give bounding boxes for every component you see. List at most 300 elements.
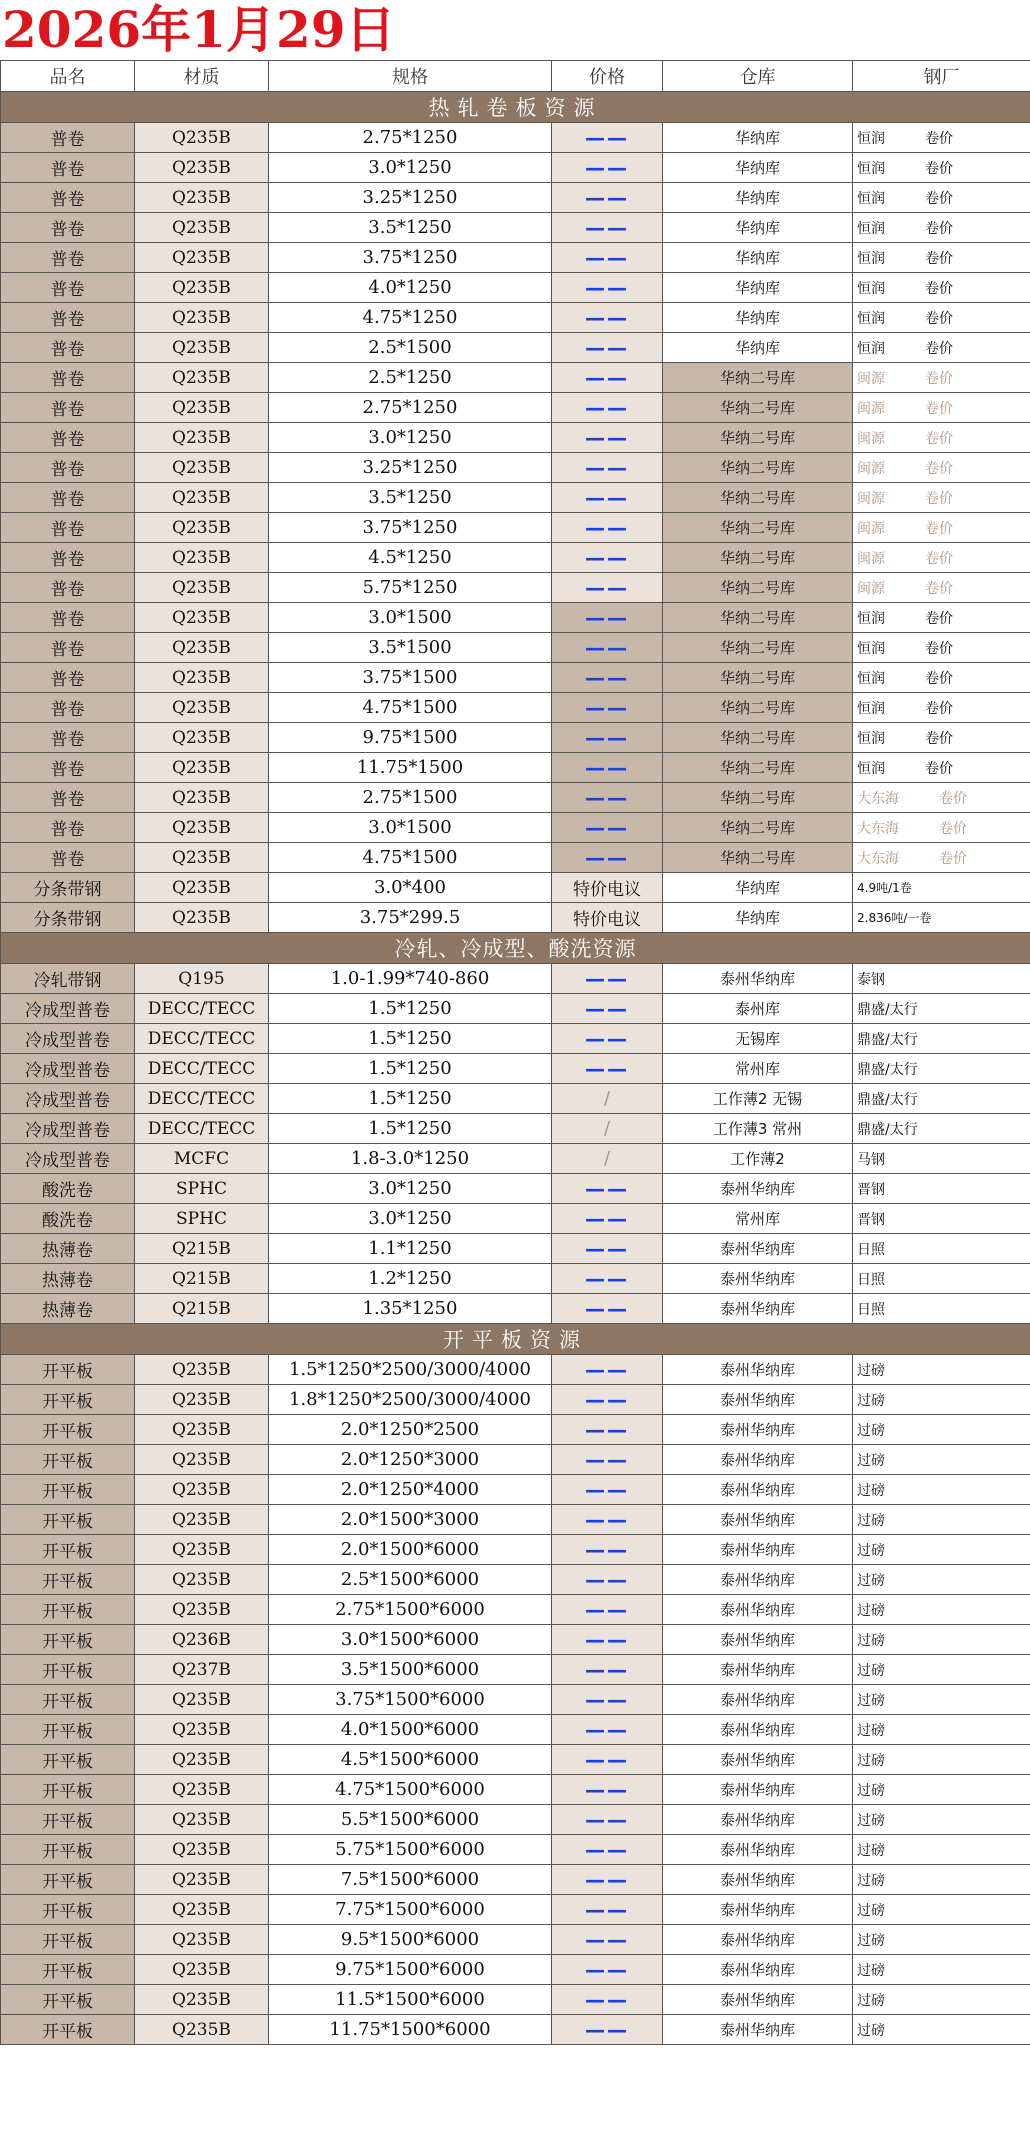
warehouse-cell: 泰州华纳库 xyxy=(663,1925,853,1955)
product-name-cell: 开平板 xyxy=(1,1385,135,1415)
material-cell: Q235B xyxy=(135,453,269,483)
warehouse-cell: 华纳库 xyxy=(663,273,853,303)
product-name-cell: 普卷 xyxy=(1,153,135,183)
price-value: —— xyxy=(585,665,629,690)
price-value: —— xyxy=(585,1957,629,1982)
price-type-label: 卷价 xyxy=(939,790,967,807)
mill-cell xyxy=(853,663,1030,693)
price-value: —— xyxy=(585,1176,629,1201)
product-name-cell: 开平板 xyxy=(1,1415,135,1445)
mill-cell xyxy=(853,213,1030,243)
material-cell: Q235B xyxy=(135,213,269,243)
mill-name: 大东海 xyxy=(857,790,899,807)
table-row xyxy=(1,1054,1030,1084)
price-value: —— xyxy=(585,1597,629,1622)
mill-name: 恒润 xyxy=(857,760,885,777)
page-title: 2026年1月29日 xyxy=(2,0,396,59)
table-row xyxy=(1,393,1030,423)
mill-cell xyxy=(853,1985,1030,2015)
mill-cell xyxy=(853,994,1030,1024)
price-value: —— xyxy=(585,575,629,600)
table-row xyxy=(1,303,1030,333)
product-name-cell: 普卷 xyxy=(1,243,135,273)
price-cell xyxy=(552,363,663,393)
mill-cell xyxy=(853,964,1030,994)
price-cell xyxy=(552,1985,663,2015)
mill-cell xyxy=(853,693,1030,723)
table-row xyxy=(1,1144,1030,1174)
table-row xyxy=(1,273,1030,303)
table-row xyxy=(1,1565,1030,1595)
table-row xyxy=(1,1445,1030,1475)
price-value: —— xyxy=(585,425,629,450)
material-cell: Q235B xyxy=(135,1985,269,2015)
mill-cell xyxy=(853,873,1030,903)
header-material: 材质 xyxy=(135,61,269,92)
spec-cell: 3.75*1500 xyxy=(269,663,552,693)
warehouse-cell: 泰州华纳库 xyxy=(663,964,853,994)
spec-cell: 2.5*1250 xyxy=(269,363,552,393)
material-cell: Q215B xyxy=(135,1294,269,1324)
price-cell xyxy=(552,1505,663,1535)
spec-cell: 1.5*1250*2500/3000/4000 xyxy=(269,1355,552,1385)
table-row xyxy=(1,723,1030,753)
table-row xyxy=(1,1385,1030,1415)
price-type-label: 卷价 xyxy=(925,610,953,627)
warehouse-cell: 泰州华纳库 xyxy=(663,1685,853,1715)
spec-cell: 2.75*1500 xyxy=(269,783,552,813)
product-name-cell: 普卷 xyxy=(1,543,135,573)
mill-cell xyxy=(853,1625,1030,1655)
product-name-cell: 普卷 xyxy=(1,333,135,363)
table-row xyxy=(1,423,1030,453)
material-cell: Q235B xyxy=(135,603,269,633)
price-cell xyxy=(552,543,663,573)
mill-cell xyxy=(853,243,1030,273)
material-cell: Q235B xyxy=(135,1775,269,1805)
mill-name: 过磅 xyxy=(857,1542,885,1559)
price-value: —— xyxy=(585,1867,629,1892)
price-cell xyxy=(552,1595,663,1625)
warehouse-cell: 泰州华纳库 xyxy=(663,1625,853,1655)
product-name-cell: 开平板 xyxy=(1,1535,135,1565)
section-title: 冷轧、冷成型、酸洗资源 xyxy=(1,933,1030,964)
price-cell xyxy=(552,153,663,183)
material-cell: Q235B xyxy=(135,1745,269,1775)
price-value: —— xyxy=(585,1927,629,1952)
product-name-cell: 分条带钢 xyxy=(1,903,135,933)
price-cell xyxy=(552,1355,663,1385)
warehouse-cell: 华纳二号库 xyxy=(663,753,853,783)
material-cell: Q235B xyxy=(135,783,269,813)
warehouse-cell: 华纳二号库 xyxy=(663,843,853,873)
material-cell: Q235B xyxy=(135,273,269,303)
mill-name: 过磅 xyxy=(857,2022,885,2039)
mill-name: 鼎盛/太行 xyxy=(857,1031,918,1048)
spec-cell: 2.0*1250*2500 xyxy=(269,1415,552,1445)
mill-name: 过磅 xyxy=(857,1602,885,1619)
price-value: —— xyxy=(585,335,629,360)
price-value: —— xyxy=(585,1897,629,1922)
product-name-cell: 普卷 xyxy=(1,783,135,813)
material-cell: Q235B xyxy=(135,1565,269,1595)
warehouse-cell: 常州库 xyxy=(663,1204,853,1234)
spec-cell: 2.75*1250 xyxy=(269,393,552,423)
price-cell xyxy=(552,1715,663,1745)
warehouse-cell: 华纳库 xyxy=(663,123,853,153)
price-type-label: 卷价 xyxy=(925,250,953,267)
material-cell: Q235B xyxy=(135,813,269,843)
material-cell: Q235B xyxy=(135,903,269,933)
material-cell: Q235B xyxy=(135,333,269,363)
price-cell xyxy=(552,1895,663,1925)
warehouse-cell: 华纳二号库 xyxy=(663,513,853,543)
price-type-label: 卷价 xyxy=(925,700,953,717)
price-type-label: 卷价 xyxy=(925,400,953,417)
material-cell: Q235B xyxy=(135,573,269,603)
mill-name: 日照 xyxy=(857,1271,885,1288)
table-row xyxy=(1,873,1030,903)
product-name-cell: 普卷 xyxy=(1,273,135,303)
price-cell xyxy=(552,1144,663,1174)
price-value: —— xyxy=(585,755,629,780)
price-type-label: 卷价 xyxy=(925,340,953,357)
material-cell: Q235B xyxy=(135,543,269,573)
product-name-cell: 开平板 xyxy=(1,1835,135,1865)
spec-cell: 3.75*1250 xyxy=(269,243,552,273)
product-name-cell: 冷成型普卷 xyxy=(1,1054,135,1084)
mill-cell xyxy=(853,1415,1030,1445)
warehouse-cell: 华纳二号库 xyxy=(663,603,853,633)
header-warehouse: 仓库 xyxy=(663,61,853,92)
material-cell: Q235B xyxy=(135,1685,269,1715)
price-cell xyxy=(552,873,663,903)
section-title: 热轧卷板资源 xyxy=(1,92,1030,123)
warehouse-cell: 华纳二号库 xyxy=(663,813,853,843)
mill-cell xyxy=(853,573,1030,603)
mill-cell xyxy=(853,2015,1030,2045)
mill-name: 过磅 xyxy=(857,1692,885,1709)
price-value: —— xyxy=(585,1477,629,1502)
material-cell: Q235B xyxy=(135,1715,269,1745)
warehouse-cell: 工作薄2 无锡 xyxy=(663,1084,853,1114)
material-cell: Q235B xyxy=(135,663,269,693)
price-cell xyxy=(552,1294,663,1324)
spec-cell: 3.0*400 xyxy=(269,873,552,903)
material-cell: Q235B xyxy=(135,843,269,873)
mill-cell xyxy=(853,1475,1030,1505)
price-value: —— xyxy=(585,515,629,540)
price-value: —— xyxy=(585,485,629,510)
price-cell xyxy=(552,1625,663,1655)
table-row xyxy=(1,1625,1030,1655)
mill-cell xyxy=(853,1264,1030,1294)
mill-cell xyxy=(853,1505,1030,1535)
price-cell xyxy=(552,1475,663,1505)
price-cell xyxy=(552,393,663,423)
price-value: —— xyxy=(585,275,629,300)
price-cell xyxy=(552,513,663,543)
price-type-label: 卷价 xyxy=(925,460,953,477)
price-value: —— xyxy=(585,1447,629,1472)
section-header xyxy=(1,1324,1030,1355)
mill-name: 恒润 xyxy=(857,640,885,657)
warehouse-cell: 华纳二号库 xyxy=(663,573,853,603)
price-cell xyxy=(552,573,663,603)
table-row xyxy=(1,1745,1030,1775)
material-cell: Q215B xyxy=(135,1234,269,1264)
table-row xyxy=(1,1294,1030,1324)
price-value: 特价电议 xyxy=(573,910,641,930)
table-row xyxy=(1,994,1030,1024)
product-name-cell: 开平板 xyxy=(1,1865,135,1895)
product-name-cell: 酸洗卷 xyxy=(1,1204,135,1234)
warehouse-cell: 华纳二号库 xyxy=(663,393,853,423)
price-type-label: 卷价 xyxy=(925,370,953,387)
price-value: —— xyxy=(585,305,629,330)
mill-cell xyxy=(853,123,1030,153)
price-type-label: 卷价 xyxy=(925,550,953,567)
warehouse-cell: 泰州华纳库 xyxy=(663,1775,853,1805)
section-header xyxy=(1,92,1030,123)
table-row xyxy=(1,753,1030,783)
price-cell xyxy=(552,1084,663,1114)
price-value: —— xyxy=(585,125,629,150)
mill-name: 恒润 xyxy=(857,160,885,177)
warehouse-cell: 泰州华纳库 xyxy=(663,1805,853,1835)
table-row xyxy=(1,2015,1030,2045)
spec-cell: 4.5*1500*6000 xyxy=(269,1745,552,1775)
mill-name: 鼎盛/太行 xyxy=(857,1091,918,1108)
price-value: —— xyxy=(585,1717,629,1742)
price-value: —— xyxy=(585,1987,629,2012)
price-cell xyxy=(552,1655,663,1685)
warehouse-cell: 泰州华纳库 xyxy=(663,1445,853,1475)
mill-name: 晋钢 xyxy=(857,1211,885,1228)
table-row xyxy=(1,1204,1030,1234)
price-cell xyxy=(552,783,663,813)
price-cell xyxy=(552,1204,663,1234)
price-value: —— xyxy=(585,1837,629,1862)
mill-name: 过磅 xyxy=(857,1812,885,1829)
mill-name: 大东海 xyxy=(857,820,899,837)
mill-cell xyxy=(853,813,1030,843)
material-cell: Q235B xyxy=(135,723,269,753)
mill-name: 恒润 xyxy=(857,250,885,267)
spec-cell: 3.5*1500*6000 xyxy=(269,1655,552,1685)
product-name-cell: 冷成型普卷 xyxy=(1,994,135,1024)
material-cell: Q235B xyxy=(135,1385,269,1415)
warehouse-cell: 泰州华纳库 xyxy=(663,1715,853,1745)
mill-name: 闽源 xyxy=(857,400,885,417)
price-type-label: 卷价 xyxy=(925,730,953,747)
price-type-label: 卷价 xyxy=(925,190,953,207)
spec-cell: 1.5*1250 xyxy=(269,994,552,1024)
mill-cell xyxy=(853,1144,1030,1174)
price-value: —— xyxy=(585,1807,629,1832)
mill-name: 过磅 xyxy=(857,1512,885,1529)
mill-name: 过磅 xyxy=(857,1392,885,1409)
price-cell xyxy=(552,1775,663,1805)
product-name-cell: 普卷 xyxy=(1,603,135,633)
material-cell: Q235B xyxy=(135,1415,269,1445)
warehouse-cell: 华纳库 xyxy=(663,333,853,363)
mill-name: 大东海 xyxy=(857,850,899,867)
price-cell xyxy=(552,1234,663,1264)
warehouse-cell: 华纳库 xyxy=(663,903,853,933)
price-type-label: 卷价 xyxy=(925,310,953,327)
mill-cell xyxy=(853,1955,1030,1985)
spec-cell: 1.5*1250 xyxy=(269,1084,552,1114)
price-cell xyxy=(552,1955,663,1985)
spec-cell: 1.5*1250 xyxy=(269,1054,552,1084)
spec-cell: 4.75*1500 xyxy=(269,843,552,873)
table-row xyxy=(1,1475,1030,1505)
product-name-cell: 普卷 xyxy=(1,843,135,873)
mill-cell xyxy=(853,363,1030,393)
material-cell: Q235B xyxy=(135,873,269,903)
price-value: —— xyxy=(585,815,629,840)
material-cell: Q235B xyxy=(135,1475,269,1505)
price-value: —— xyxy=(585,1417,629,1442)
mill-cell xyxy=(853,1715,1030,1745)
price-cell xyxy=(552,1445,663,1475)
price-value: —— xyxy=(585,1357,629,1382)
section-header xyxy=(1,933,1030,964)
material-cell: DECC/TECC xyxy=(135,994,269,1024)
mill-name: 过磅 xyxy=(857,1452,885,1469)
spec-cell: 2.5*1500*6000 xyxy=(269,1565,552,1595)
mill-name: 闽源 xyxy=(857,370,885,387)
spec-cell: 4.5*1250 xyxy=(269,543,552,573)
table-row xyxy=(1,693,1030,723)
price-cell xyxy=(552,633,663,663)
mill-name: 过磅 xyxy=(857,1992,885,2009)
price-type-label: 卷价 xyxy=(925,520,953,537)
price-cell xyxy=(552,123,663,153)
price-value: —— xyxy=(585,395,629,420)
mill-name: 过磅 xyxy=(857,1632,885,1649)
table-row xyxy=(1,243,1030,273)
price-cell xyxy=(552,903,663,933)
price-cell xyxy=(552,1174,663,1204)
product-name-cell: 冷成型普卷 xyxy=(1,1144,135,1174)
spec-cell: 1.5*1250 xyxy=(269,1024,552,1054)
spec-cell: 2.0*1500*3000 xyxy=(269,1505,552,1535)
product-name-cell: 分条带钢 xyxy=(1,873,135,903)
table-row xyxy=(1,1355,1030,1385)
price-value: / xyxy=(603,1088,611,1109)
spec-cell: 3.0*1250 xyxy=(269,1204,552,1234)
spec-cell: 2.0*1250*4000 xyxy=(269,1475,552,1505)
product-name-cell: 普卷 xyxy=(1,213,135,243)
material-cell: Q235B xyxy=(135,513,269,543)
table-row xyxy=(1,543,1030,573)
price-cell xyxy=(552,1805,663,1835)
price-cell xyxy=(552,1565,663,1595)
mill-cell xyxy=(853,1385,1030,1415)
warehouse-cell: 泰州华纳库 xyxy=(663,1565,853,1595)
spec-cell: 3.0*1250 xyxy=(269,153,552,183)
product-name-cell: 开平板 xyxy=(1,1775,135,1805)
table-row xyxy=(1,513,1030,543)
product-name-cell: 开平板 xyxy=(1,1685,135,1715)
price-value: —— xyxy=(585,1657,629,1682)
price-cell xyxy=(552,1385,663,1415)
price-cell xyxy=(552,303,663,333)
material-cell: Q235B xyxy=(135,633,269,663)
price-type-label: 卷价 xyxy=(925,670,953,687)
table-row xyxy=(1,1925,1030,1955)
spec-cell: 1.0-1.99*740-860 xyxy=(269,964,552,994)
mill-name: 过磅 xyxy=(857,1932,885,1949)
mill-cell xyxy=(853,723,1030,753)
mill-name: 过磅 xyxy=(857,1872,885,1889)
table-row xyxy=(1,213,1030,243)
warehouse-cell: 泰州华纳库 xyxy=(663,2015,853,2045)
spec-cell: 11.75*1500*6000 xyxy=(269,2015,552,2045)
material-cell: Q235B xyxy=(135,1865,269,1895)
mill-name: 鼎盛/太行 xyxy=(857,1001,918,1018)
table-row xyxy=(1,1955,1030,1985)
price-cell xyxy=(552,753,663,783)
header-spec: 规格 xyxy=(269,61,552,92)
price-value: —— xyxy=(585,785,629,810)
price-cell xyxy=(552,1114,663,1144)
price-value: —— xyxy=(585,1747,629,1772)
mill-cell xyxy=(853,1054,1030,1084)
warehouse-cell: 无锡库 xyxy=(663,1024,853,1054)
warehouse-cell: 华纳库 xyxy=(663,183,853,213)
mill-name: 过磅 xyxy=(857,1752,885,1769)
mill-name: 2.836吨/一卷 xyxy=(857,911,932,925)
mill-cell xyxy=(853,1655,1030,1685)
price-value: —— xyxy=(585,1777,629,1802)
price-cell xyxy=(552,243,663,273)
product-name-cell: 冷成型普卷 xyxy=(1,1024,135,1054)
mill-name: 过磅 xyxy=(857,1422,885,1439)
table-row xyxy=(1,1685,1030,1715)
table-row xyxy=(1,903,1030,933)
product-name-cell: 开平板 xyxy=(1,1475,135,1505)
warehouse-cell: 华纳二号库 xyxy=(663,543,853,573)
mill-name: 日照 xyxy=(857,1241,885,1258)
table-row xyxy=(1,1234,1030,1264)
price-value: —— xyxy=(585,1026,629,1051)
table-row xyxy=(1,573,1030,603)
warehouse-cell: 华纳二号库 xyxy=(663,723,853,753)
spec-cell: 9.75*1500*6000 xyxy=(269,1955,552,1985)
product-name-cell: 开平板 xyxy=(1,1805,135,1835)
mill-name: 泰钢 xyxy=(857,971,885,988)
price-value: —— xyxy=(585,1507,629,1532)
spec-cell: 3.0*1500 xyxy=(269,813,552,843)
price-cell xyxy=(552,183,663,213)
spec-cell: 4.0*1500*6000 xyxy=(269,1715,552,1745)
mill-cell xyxy=(853,1835,1030,1865)
product-name-cell: 开平板 xyxy=(1,1925,135,1955)
price-cell xyxy=(552,994,663,1024)
spec-cell: 3.0*1250 xyxy=(269,1174,552,1204)
product-name-cell: 普卷 xyxy=(1,753,135,783)
product-name-cell: 冷成型普卷 xyxy=(1,1114,135,1144)
price-value: —— xyxy=(585,155,629,180)
warehouse-cell: 泰州华纳库 xyxy=(663,1595,853,1625)
price-cell xyxy=(552,813,663,843)
mill-cell xyxy=(853,423,1030,453)
table-row xyxy=(1,1655,1030,1685)
table-row xyxy=(1,1835,1030,1865)
